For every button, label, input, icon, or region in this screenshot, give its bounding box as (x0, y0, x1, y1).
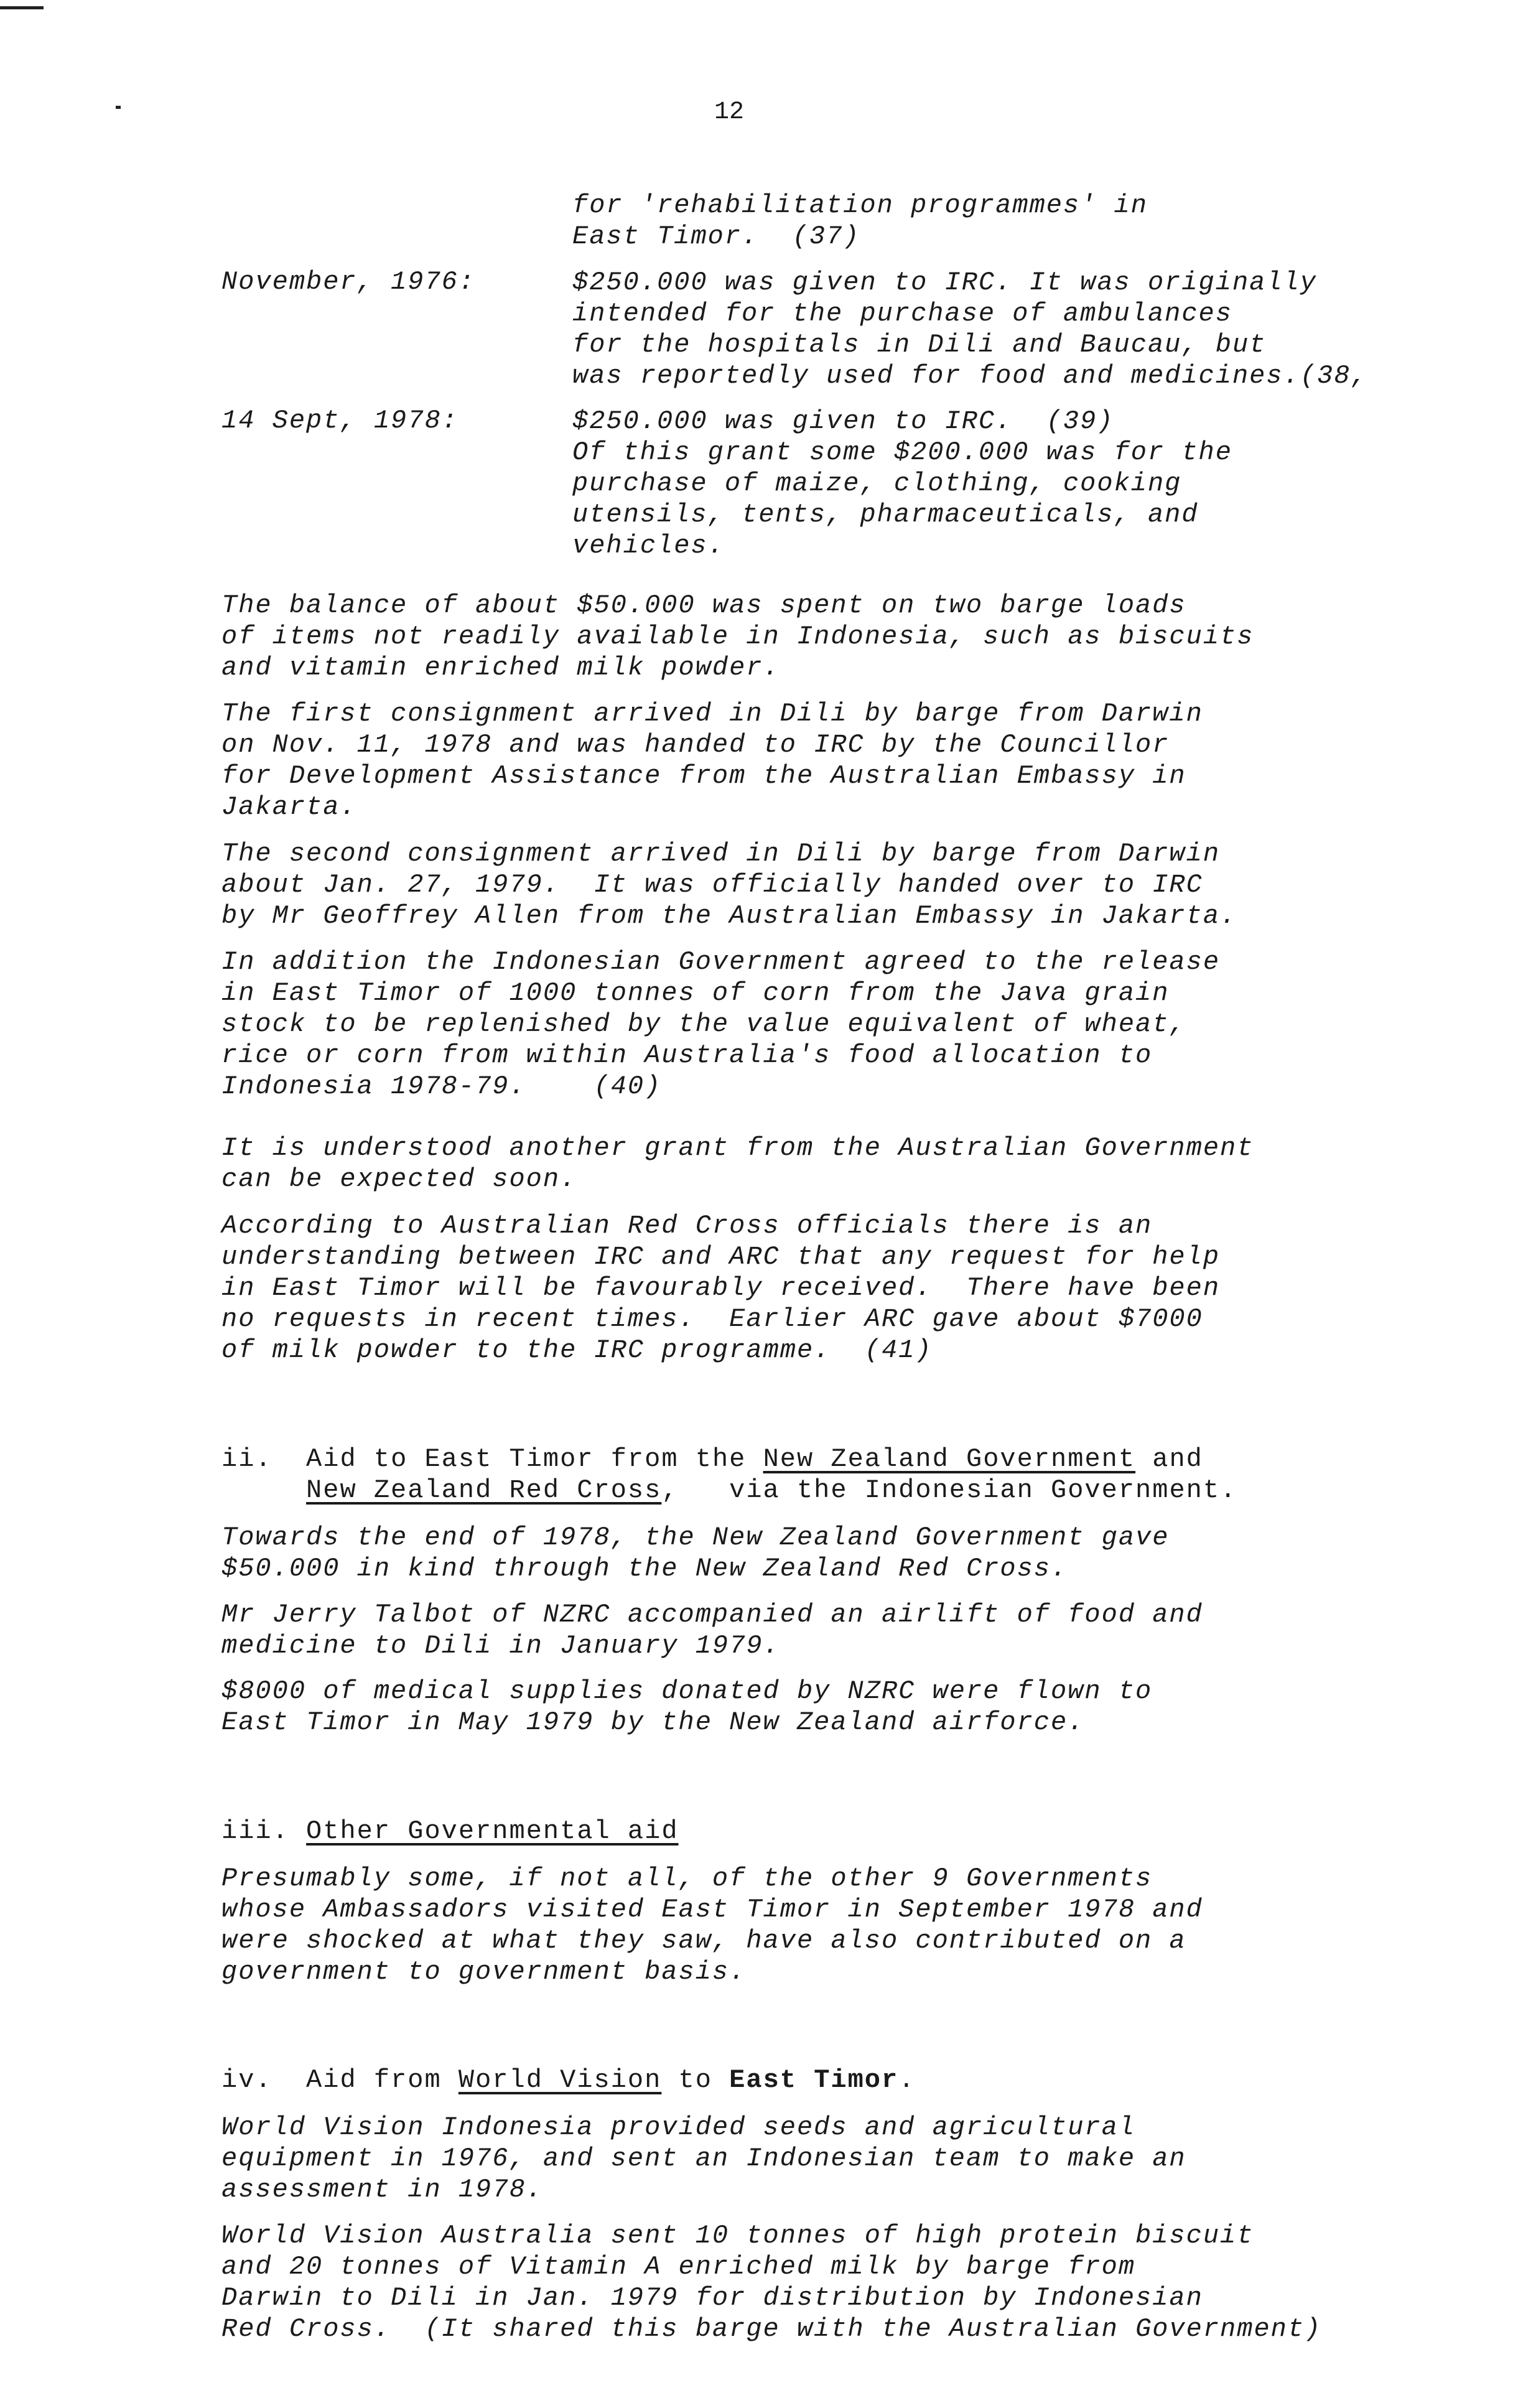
text-line: purchase of maize, clothing, cooking (572, 469, 1182, 498)
heading-underlined: World Vision (458, 2065, 662, 2095)
text-line: by Mr Geoffrey Allen from the Australian Embassy in Jakarta. (221, 901, 1237, 931)
section-heading-iv (221, 2065, 915, 2096)
text-line: Presumably some, if not all, of the other 9 Governments (221, 1864, 1153, 1893)
text-line: no requests in recent times. Earlier ARC gave about $7000 (221, 1304, 1203, 1334)
text-line: World Vision Indonesia provided seeds and agricultural (221, 2112, 1136, 2142)
text-line: and vitamin enriched milk powder. (221, 653, 780, 683)
text-line: government to government basis. (221, 1957, 747, 1987)
paragraph (221, 946, 1220, 1102)
section-heading-iii (221, 1816, 679, 1847)
text-line: East Timor in May 1979 by the New Zealand airforce. (221, 1707, 1085, 1737)
chronology-continuation (572, 190, 1148, 252)
section-number: ii. (221, 1444, 272, 1474)
chronology-date: November, 1976: (221, 267, 476, 297)
section-number: iii. (221, 1816, 289, 1846)
text-line: were shocked at what they saw, have also contributed on a (221, 1926, 1186, 1956)
heading-underlined: New Zealand Government (763, 1444, 1136, 1474)
text-line: in East Timor will be favourably received. There have been (221, 1273, 1221, 1303)
chronology-entry (572, 267, 1368, 391)
text-line: Towards the end of 1978, the New Zealand Government gave (221, 1523, 1170, 1552)
text-line: of milk powder to the IRC programme. (41) (221, 1335, 933, 1365)
text-line: vehicles. (572, 531, 725, 561)
text-line: Mr Jerry Talbot of NZRC accompanied an airlift of food and (221, 1600, 1203, 1630)
paragraph (221, 838, 1237, 931)
text-line: The second consignment arrived in Dili by barge from Darwin (221, 839, 1221, 869)
heading-text: , via the Indonesian Government. (661, 1475, 1237, 1505)
paragraph (221, 590, 1254, 683)
text-line: medicine to Dili in January 1979. (221, 1631, 780, 1661)
text-line: In addition the Indonesian Government agreed to the release (221, 947, 1221, 977)
heading-underlined: New Zealand Red Cross (306, 1475, 662, 1505)
text-line: Jakarta. (221, 792, 357, 822)
text-line: The balance of about $50.000 was spent on two barge loads (221, 590, 1186, 620)
text-line: The first consignment arrived in Dili by barge from Darwin (221, 699, 1203, 729)
text-line: Red Cross. (It shared this barge with the Australian Government) (221, 2314, 1322, 2344)
heading-text: Aid from (306, 2065, 459, 2095)
page-number: 12 (714, 98, 745, 126)
scan-speck (116, 106, 121, 109)
text-line: and 20 tonnes of Vitamin A enriched milk by barge from (221, 2252, 1136, 2282)
text-line: rice or corn from within Australia's food allocation to (221, 1040, 1153, 1070)
text-line: intended for the purchase of ambulances (572, 299, 1232, 329)
text-line: can be expected soon. (221, 1164, 577, 1194)
heading-bold: East Timor (729, 2065, 899, 2095)
text-line: about Jan. 27, 1979. It was officially handed over to IRC (221, 870, 1203, 900)
text-line: whose Ambassadors visited East Timor in September 1978 and (221, 1895, 1203, 1925)
scan-edge-mark (0, 6, 44, 9)
text-line: $50.000 in kind through the New Zealand Red Cross. (221, 1554, 1068, 1584)
paragraph (221, 1599, 1203, 1661)
chronology-entry (572, 406, 1232, 561)
text-line: on Nov. 11, 1978 and was handed to IRC by the Councillor (221, 730, 1170, 760)
text-line: $8000 of medical supplies donated by NZRC were flown to (221, 1676, 1153, 1706)
text-line: for 'rehabilitation programmes' in (572, 190, 1148, 220)
paragraph (221, 1863, 1203, 1987)
paragraph (221, 2220, 1321, 2345)
text-line: Indonesia 1978-79. (40) (221, 1071, 662, 1101)
text-line: Of this grant some $200.000 was for the (572, 437, 1232, 467)
section-heading-ii (221, 1444, 1237, 1506)
paragraph (221, 2112, 1186, 2205)
text-line: of items not readily available in Indonesia, such as biscuits (221, 622, 1254, 651)
text-line: understanding between IRC and ARC that any request for help (221, 1242, 1221, 1272)
text-line: for Development Assistance from the Australian Embassy in (221, 761, 1186, 791)
heading-underlined: Other Governmental aid (306, 1816, 679, 1846)
text-line: $250.000 was given to IRC. (39) (572, 406, 1114, 436)
text-line: in East Timor of 1000 tonnes of corn from the Java grain (221, 978, 1170, 1008)
chronology-date: 14 Sept, 1978: (221, 406, 459, 436)
text-line: According to Australian Red Cross officials there is an (221, 1211, 1153, 1241)
heading-text: and (1135, 1444, 1203, 1474)
heading-text: to (661, 2065, 730, 2095)
heading-text: Aid to East Timor from the (306, 1444, 763, 1474)
text-line: East Timor. (37) (572, 222, 860, 251)
text-line: assessment in 1978. (221, 2175, 543, 2205)
paragraph (221, 1676, 1152, 1738)
paragraph (221, 1210, 1220, 1366)
text-line: Darwin to Dili in Jan. 1979 for distribution by Indonesian (221, 2283, 1203, 2313)
text-line: It is understood another grant from the Australian Government (221, 1133, 1254, 1163)
paragraph (221, 1522, 1169, 1584)
text-line: utensils, tents, pharmaceuticals, and (572, 500, 1199, 530)
text-line: equipment in 1976, and sent an Indonesian team to make an (221, 2144, 1186, 2173)
section-number: iv. (221, 2065, 272, 2095)
heading-text: . (898, 2065, 916, 2095)
paragraph (221, 1132, 1254, 1195)
text-line: was reportedly used for food and medicines.(38, (572, 361, 1368, 391)
text-line: World Vision Australia sent 10 tonnes of high protein biscuit (221, 2221, 1254, 2251)
text-line: for the hospitals in Dili and Baucau, but (572, 330, 1267, 360)
text-line: stock to be replenished by the value equivalent of wheat, (221, 1009, 1186, 1039)
text-line: $250.000 was given to IRC. It was originally (572, 268, 1317, 297)
paragraph (221, 698, 1203, 823)
